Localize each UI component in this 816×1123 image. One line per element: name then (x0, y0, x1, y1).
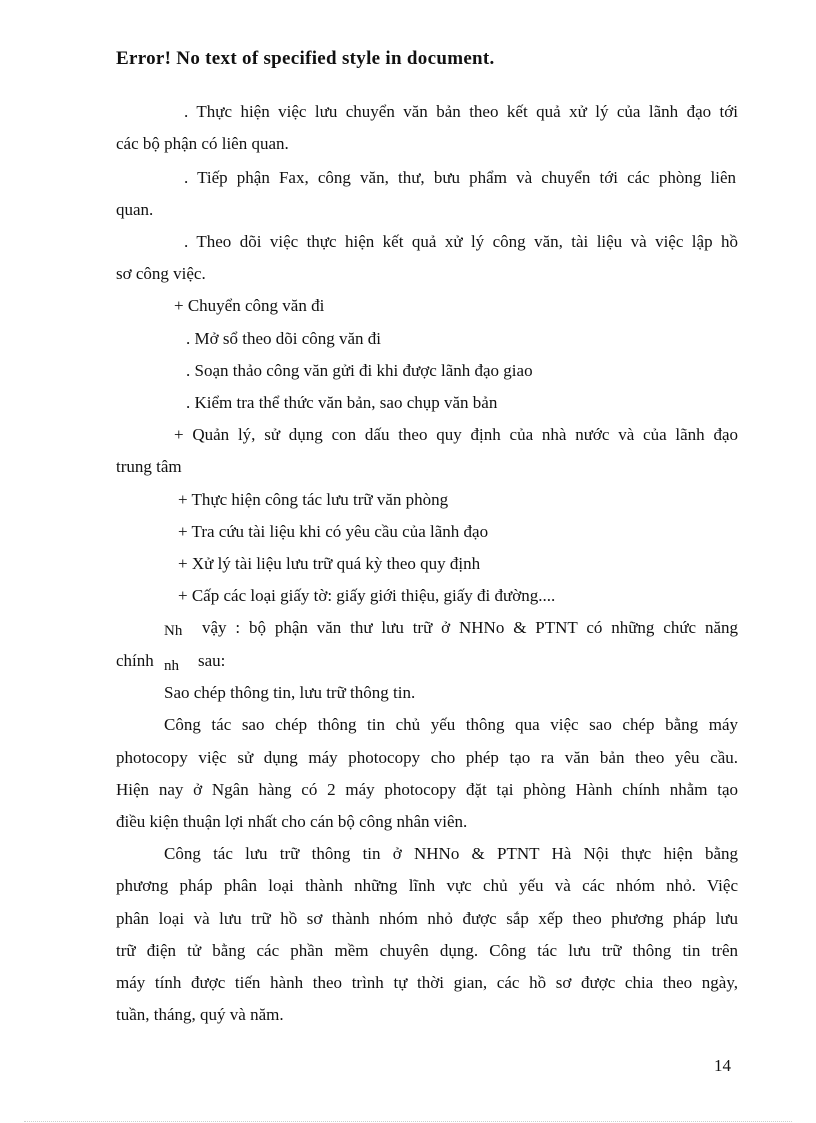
text-line: các bộ phận có liên quan. (116, 134, 289, 153)
text-line: tuần, tháng, quý và năm. (116, 1005, 284, 1024)
text-line: + Thực hiện công tác lưu trữ văn phòng (178, 490, 449, 509)
document-header: Error! No text of specified style in document. (116, 48, 495, 69)
text-line: + Chuyển công văn đi (174, 296, 325, 315)
text-line: Sao chép thông tin, lưu trữ thông tin. (164, 683, 416, 702)
text-line: Công tác sao chép thông tin chủ yếu thông qua việc sao chép bằng máy (164, 715, 738, 734)
text-line: máy tính được tiến hành theo trình tự thời gian, các hồ sơ được chia theo ngày, (116, 973, 738, 992)
text-line: . Soạn thảo công văn gửi đi khi được lãnh đạo giao (186, 361, 533, 380)
text-fragment: Nh (164, 623, 183, 639)
text-line: vậy : bộ phận văn thư lưu trữ ở NHNo & PTNT có những chức năng (202, 618, 738, 637)
text-line: sau: (198, 651, 226, 670)
text-line: . Kiểm tra thể thức văn bản, sao chụp văn bản (186, 393, 498, 412)
text-line: trữ điện tử bằng các phần mềm chuyên dụng. Công tác lưu trữ thông tin trên (116, 941, 738, 960)
text-line: điều kiện thuận lợi nhất cho cán bộ công nhân viên. (116, 812, 468, 831)
text-line: trung tâm (116, 457, 182, 476)
text-line: + Quản lý, sử dụng con dấu theo quy định của nhà nước và của lãnh đạo (174, 425, 738, 444)
text-line: . Mở sổ theo dõi công văn đi (186, 329, 382, 348)
text-line: + Cấp các loại giấy tờ: giấy giới thiệu, giấy đi đường.... (178, 586, 556, 605)
page-bottom-divider (24, 1121, 792, 1122)
text-line: + Xử lý tài liệu lưu trữ quá kỳ theo quy định (178, 554, 481, 573)
page-number: 14 (714, 1056, 731, 1075)
text-line: . Theo dõi việc thực hiện kết quả xử lý công văn, tài liệu và việc lập hồ (184, 232, 738, 251)
text-fragment: nh (164, 658, 179, 674)
text-line: phân loại và lưu trữ hồ sơ thành nhóm nhỏ được sắp xếp theo phương pháp lưu (116, 909, 738, 928)
text-line: chính (116, 651, 154, 670)
text-line: . Tiếp phận Fax, công văn, thư, bưu phẩm và chuyển tới các phòng liên (184, 168, 736, 187)
text-line: sơ công việc. (116, 264, 206, 283)
text-line: Hiện nay ở Ngân hàng có 2 máy photocopy đặt tại phòng Hành chính nhằm tạo (116, 780, 738, 799)
text-line: + Tra cứu tài liệu khi có yêu cầu của lãnh đạo (178, 522, 489, 541)
text-line: . Thực hiện việc lưu chuyển văn bản theo kết quả xử lý của lãnh đạo tới (184, 102, 738, 121)
text-line: photocopy việc sử dụng máy photocopy cho phép tạo ra văn bản theo yêu cầu. (116, 748, 738, 767)
text-line: Công tác lưu trữ thông tin ở NHNo & PTNT Hà Nội thực hiện bằng (164, 844, 738, 863)
text-line: quan. (116, 200, 154, 219)
text-line: phương pháp phân loại thành những lĩnh vực chủ yếu và các nhóm nhỏ. Việc (116, 876, 738, 895)
